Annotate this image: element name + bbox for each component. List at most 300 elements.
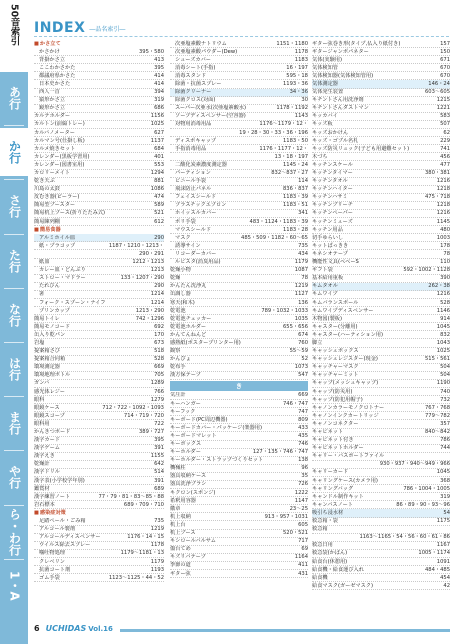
index-entry — [312, 72, 450, 80]
index-entry — [312, 404, 450, 412]
index-entry — [170, 113, 308, 121]
side-title-text: 50音索引 — [8, 4, 20, 46]
index-entry — [170, 210, 308, 218]
side-index-strip — [0, 0, 28, 644]
entry-name: キャスター(分離用) — [312, 323, 358, 330]
entry-name: 消毒スタンド — [175, 72, 207, 79]
entry-pages: 1183・28 — [283, 226, 308, 233]
entry-name: キットぱっきき — [312, 242, 349, 249]
index-entry — [170, 307, 308, 315]
entry-pages: 1123〜1125・44・52 — [108, 574, 164, 581]
entry-pages: 30 — [301, 97, 308, 104]
index-entry — [312, 105, 450, 113]
entry-pages: 735 — [298, 242, 308, 249]
side-tab-divider — [4, 559, 24, 560]
entry-name: 眼科 — [34, 396, 45, 403]
side-tab-1[interactable]: か行 — [0, 128, 28, 176]
entry-pages: 1179 — [150, 558, 164, 565]
side-tab-6[interactable]: ま行 — [7, 411, 22, 436]
entry-name: 紙・プラコップ — [39, 242, 76, 249]
index-entry — [34, 429, 164, 437]
entry-pages: 689・709・710 — [123, 501, 164, 508]
entry-name: 缶調し器 — [170, 291, 191, 298]
index-entry — [34, 331, 164, 339]
brand-logo: UCHIDAS — [45, 624, 87, 633]
index-entry — [312, 48, 450, 56]
entry-name: キッズ・ゴブル名札 — [312, 137, 359, 144]
index-entry — [170, 267, 308, 275]
entry-pages: 836・837 — [283, 186, 308, 193]
entry-pages: 1183・50 — [283, 137, 308, 144]
entry-name: 消毒シート(手指) — [175, 64, 216, 71]
entry-name: 徽章 — [170, 505, 181, 512]
index-entry — [34, 48, 164, 56]
entry-pages: 930・937・940〜949・966 — [379, 461, 450, 468]
index-entry — [312, 56, 450, 64]
entry-name: 除菌クロス(対面) — [175, 97, 216, 104]
entry-name: 次亜塩素酸ナトリウム — [175, 40, 227, 47]
entry-pages: 1218 — [436, 186, 450, 193]
entry-pages: 689 — [154, 485, 164, 492]
entry-pages: 1214 — [150, 291, 164, 298]
entry-pages: 1086 — [150, 186, 164, 193]
entry-pages: 456 — [440, 153, 450, 160]
index-entry — [34, 121, 164, 129]
index-entry — [34, 404, 164, 412]
entry-name: ギフト袋 — [312, 267, 333, 274]
entry-pages: 133・1207・290 — [120, 275, 164, 282]
index-entry — [312, 80, 450, 88]
index-entry — [34, 518, 164, 526]
entry-name: キャリングバッグ — [312, 485, 354, 492]
entry-name: キャンバスノート — [312, 501, 353, 508]
entry-pages: 1193 — [150, 566, 164, 573]
entry-pages: 1178・1192 — [276, 105, 308, 112]
index-entry — [170, 392, 308, 400]
index-entry — [170, 202, 308, 210]
side-tab-8[interactable]: ら・わ行 — [7, 507, 22, 556]
entry-pages: 714・719・720 — [123, 412, 164, 419]
entry-name: 木づち — [312, 153, 328, 160]
entry-pages: 114 — [298, 178, 308, 185]
entry-name: キャビネット付き — [312, 437, 354, 444]
entry-name: 鑑賞材 — [34, 485, 50, 492]
entry-pages: 913・957・1031 — [264, 513, 308, 520]
entry-name: 傷台てめ — [170, 546, 191, 553]
index-entry — [170, 218, 308, 226]
index-entry — [170, 315, 308, 323]
entry-pages: 674 — [298, 331, 308, 338]
side-tab-divider — [4, 450, 24, 451]
entry-name: 手指消毒用品 — [175, 145, 207, 152]
index-entry — [34, 218, 164, 226]
entry-name: 給食台(休憩用) — [312, 558, 348, 565]
index-entry — [312, 356, 450, 364]
index-entry — [34, 80, 164, 88]
entry-pages: 146・24 — [428, 80, 450, 87]
side-tab-9[interactable]: 1・A — [7, 570, 22, 601]
index-entry — [34, 461, 164, 469]
index-entry — [34, 186, 164, 194]
index-entry — [312, 331, 450, 339]
index-entry — [34, 283, 164, 291]
entry-name: キーボードカバー・パッケージ(楽器用) — [170, 424, 262, 431]
index-entry — [170, 538, 308, 546]
entry-name: キッチンハイター — [312, 186, 353, 193]
entry-name: キムワイプ — [312, 291, 338, 298]
index-entry — [170, 441, 308, 449]
index-entry — [170, 186, 308, 194]
index-entry — [312, 453, 450, 461]
index-entry — [170, 105, 308, 113]
index-entry — [34, 267, 164, 275]
entry-name: 吸引ち浸水材 — [312, 509, 344, 516]
entry-pages: 669 — [298, 392, 308, 399]
entry-name: 猿形かさ立 — [39, 97, 65, 104]
index-entry — [170, 348, 308, 356]
entry-name: キチントさん用洗浄剤 — [312, 97, 364, 104]
entry-pages: 1183・39 — [283, 194, 308, 201]
entry-pages: 96 — [301, 465, 308, 472]
index-entry — [34, 380, 164, 388]
index-entry — [170, 275, 308, 283]
entry-pages: 832 — [440, 331, 450, 338]
entry-pages: 603〜605 — [425, 89, 450, 96]
entry-name: かんてんねんど — [170, 331, 207, 338]
entry-name: カレンダー(黒板学習用) — [34, 153, 90, 160]
index-entry — [312, 372, 450, 380]
index-entry — [34, 64, 164, 72]
index-entry — [170, 283, 308, 291]
entry-pages: 1155 — [150, 453, 164, 460]
entry-name: 気体発生装置 — [312, 89, 344, 96]
index-entry — [312, 445, 450, 453]
index-entry — [170, 56, 308, 64]
index-section-heading — [34, 509, 164, 517]
entry-name: キャップ(メッシュキャップ) — [312, 380, 379, 387]
entry-pages: 722 — [154, 420, 164, 427]
side-tab-2[interactable]: さ行 — [7, 194, 22, 219]
entry-name: キャスター(ハーティション用) — [312, 331, 383, 338]
entry-pages: 78 — [443, 250, 450, 257]
entry-name: キーハンガー — [170, 400, 201, 407]
entry-name: かんぴょ — [170, 356, 191, 363]
index-entry — [170, 331, 308, 339]
entry-name: 次亜塩素酸パウダー(Dew) — [175, 48, 238, 55]
index-entry — [34, 145, 164, 153]
index-entry — [312, 210, 450, 218]
entry-pages: 34・36 — [289, 89, 308, 96]
index-entry — [312, 299, 450, 307]
kana-divider — [170, 381, 308, 391]
index-entry — [34, 372, 164, 380]
index-entry — [170, 481, 308, 489]
entry-pages: 747 — [298, 408, 308, 415]
entry-pages: 110 — [440, 259, 450, 266]
index-entry — [312, 242, 450, 250]
entry-name: ギター弦巻き形(タイプ,仏入り紙付き) — [312, 40, 401, 47]
side-tab-4[interactable]: な行 — [7, 302, 22, 327]
index-entry — [312, 412, 450, 420]
side-tab-divider — [4, 234, 24, 235]
entry-name: キャップ(防犯用帽子) — [312, 396, 363, 403]
entry-pages: 1127 — [294, 291, 308, 298]
index-entry — [34, 550, 164, 558]
entry-pages: 1137 — [150, 137, 164, 144]
entry-pages: 62 — [443, 129, 450, 136]
entry-name: 川島の太鼓 — [34, 186, 60, 193]
side-tab-5[interactable]: は行 — [7, 357, 22, 381]
entry-name: キャンドル制作キット — [312, 493, 364, 500]
entry-pages: 1003 — [436, 234, 450, 241]
entry-pages: 1176・1177・12・ — [259, 145, 308, 152]
index-entry — [170, 424, 308, 432]
entry-name: 季節の道 — [170, 562, 191, 569]
entry-name: キムバランスボール — [312, 299, 359, 306]
entry-pages: 1279 — [150, 396, 164, 403]
side-tab-7[interactable]: や行 — [7, 465, 22, 490]
entry-pages: 1145・24 — [283, 161, 308, 168]
entry-pages: 528 — [154, 356, 164, 363]
entry-pages: 1164 — [294, 554, 308, 561]
index-entry — [312, 186, 450, 194]
index-entry — [312, 420, 450, 428]
index-entry — [312, 178, 450, 186]
entry-name: キムワイプディスペンサー — [312, 307, 374, 314]
entry-pages: 35 — [301, 473, 308, 480]
page-title: INDEX — [34, 20, 86, 36]
entry-name: キャッチャーマスク — [312, 364, 359, 371]
index-entry — [170, 178, 308, 186]
entry-name: 寒天(和木) — [170, 299, 195, 306]
index-entry — [34, 348, 164, 356]
entry-pages: 69 — [301, 546, 308, 553]
entry-name: ウイルス除去スプレー — [39, 542, 91, 549]
index-entry — [312, 518, 450, 526]
entry-pages: 1035 — [294, 315, 308, 322]
entry-name: キネシオテープ — [312, 250, 348, 257]
entry-name: カルバノメーター — [34, 129, 75, 136]
entry-pages: 1216 — [436, 210, 450, 217]
entry-name: 漢方保テープ — [170, 372, 201, 379]
entry-pages: 712・722・1092・1093 — [102, 404, 164, 411]
index-entry — [170, 432, 308, 440]
index-entry — [34, 275, 164, 283]
entry-name: かさかけ — [39, 48, 60, 55]
entry-name: キッチンタオル — [312, 178, 348, 185]
index-entry — [312, 534, 450, 542]
entry-name: 救急日用 — [312, 542, 333, 549]
entry-name: キッチンブリーチ — [312, 202, 353, 209]
side-tab-divider — [4, 288, 24, 289]
entry-pages: 1147 — [294, 497, 308, 504]
index-entry — [170, 562, 308, 570]
index-entry — [312, 226, 450, 234]
entry-pages: 1216 — [436, 178, 450, 185]
side-tab-0[interactable]: あ行 — [7, 86, 22, 110]
entry-pages: 1212・1213 — [132, 259, 164, 266]
entry-pages: 54 — [443, 509, 450, 516]
entry-pages: 1146 — [436, 307, 450, 314]
index-entry — [170, 356, 308, 364]
entry-name: キッチンペーパー — [312, 210, 353, 217]
index-entry — [312, 89, 450, 97]
entry-name: アルコール製剤 — [39, 526, 76, 533]
entry-pages: 881 — [154, 178, 164, 185]
entry-name: き — [235, 381, 243, 390]
entry-name: ギタージャンボパネター — [312, 48, 369, 55]
index-entry — [312, 364, 450, 372]
entry-name: 簡易陳列棚 — [34, 218, 60, 225]
entry-name: 漢字ゲーム — [34, 445, 60, 452]
index-entry — [34, 242, 164, 250]
entry-name: 漢字表(小学校学年別) — [34, 477, 85, 484]
entry-pages: 431 — [298, 570, 308, 577]
entry-pages: 86・89・90・93〜96 — [396, 501, 450, 508]
entry-name: カレー皿・どんぶり — [39, 267, 86, 274]
entry-pages: 547 — [298, 372, 308, 379]
entry-name: カルテホルダー — [34, 113, 71, 120]
entry-pages: 178 — [440, 242, 450, 249]
entry-name: 二酸化炭素濃度測定器 — [175, 161, 227, 168]
entry-name: クレベリン — [39, 558, 65, 565]
index-entry — [312, 396, 450, 404]
entry-name: 救急袋(かばん) — [312, 550, 348, 557]
index-entry — [312, 348, 450, 356]
entry-name: 誘導サイン — [175, 242, 201, 249]
entry-name: キッズ防災リュック(子ども用避難セット) — [312, 145, 410, 152]
entry-pages: 514 — [154, 469, 164, 476]
entry-name: シューズカバー — [175, 56, 211, 63]
entry-pages: 170 — [154, 331, 164, 338]
index-entry — [312, 315, 450, 323]
entry-pages: 515・561 — [425, 356, 450, 363]
entry-name: ストロー・マドラー — [39, 275, 86, 282]
entry-pages: 394 — [154, 89, 164, 96]
entry-pages: 1176〜1179・12・ — [259, 121, 308, 128]
side-tab-divider — [4, 179, 24, 180]
index-entry — [34, 493, 164, 501]
entry-pages: 1087 — [294, 267, 308, 274]
entry-name: キッチン用品 — [312, 226, 343, 233]
entry-pages: 746 — [298, 441, 308, 447]
entry-name: カルメ焼きセット — [34, 145, 76, 152]
entry-pages: 395 — [154, 437, 164, 444]
entry-name: キーホルダー — [170, 449, 201, 456]
index-entry — [34, 194, 164, 202]
entry-pages: 605 — [298, 521, 308, 528]
entry-pages: 454 — [440, 574, 450, 581]
entry-name: 器具洗浄ブラシ — [170, 481, 207, 488]
index-entry — [170, 153, 308, 161]
index-entry — [170, 497, 308, 505]
entry-pages: 357 — [440, 420, 450, 427]
index-entry — [312, 170, 450, 178]
entry-pages: 528 — [440, 299, 450, 306]
entry-name: キャノンインクカートリッジ — [312, 412, 379, 419]
index-entry — [170, 121, 308, 129]
entry-name: キャリーカード — [312, 469, 349, 476]
entry-pages: 1294 — [150, 170, 164, 176]
index-entry — [312, 145, 450, 153]
entry-pages: 673 — [154, 339, 164, 346]
entry-pages: 414 — [154, 80, 164, 87]
entry-pages: 520・521 — [283, 530, 308, 537]
index-entry — [34, 210, 164, 218]
entry-pages: 507 — [440, 121, 450, 128]
entry-pages: 23〜25 — [289, 505, 308, 512]
entry-name: カルマン号(仕掛し板) — [34, 137, 85, 144]
entry-pages: 553 — [154, 161, 164, 168]
entry-name: 眼鏡スコープ — [34, 412, 65, 419]
index-entry — [312, 509, 450, 517]
entry-pages: 1289 — [150, 380, 164, 387]
entry-name: 漢字カード — [34, 437, 60, 444]
index-entry — [312, 259, 450, 267]
entry-name: 抗菌コート剤 — [39, 566, 71, 573]
side-tab-3[interactable]: た行 — [7, 248, 22, 273]
page-header — [34, 14, 125, 36]
entry-name: 簡易型ブースター — [34, 202, 76, 209]
entry-name: 乾燥 — [170, 275, 181, 282]
entry-pages: 1221 — [436, 105, 450, 112]
entry-name: 気体検知管 — [312, 64, 338, 71]
entry-name: 救急箱 — [312, 526, 328, 533]
entry-name: 基本給用重板 — [312, 275, 344, 282]
entry-pages: 290 — [154, 234, 164, 241]
entry-name: 乾電池ホルダー — [170, 323, 207, 330]
entry-name: キッカバイ — [312, 113, 338, 120]
entry-name: キズリバテープ — [170, 554, 206, 561]
page-footer — [34, 624, 113, 633]
side-tab-divider — [4, 125, 24, 126]
index-entry — [170, 72, 308, 80]
index-entry — [170, 323, 308, 331]
entry-name: 箸 — [39, 291, 45, 298]
index-entry — [34, 534, 164, 542]
entry-pages: 485・509・1182・60〜65 — [241, 234, 308, 241]
index-entry — [312, 526, 450, 534]
index-entry — [170, 64, 308, 72]
header-divider — [34, 36, 449, 37]
index-entry — [170, 457, 308, 465]
entry-name: かんきつポード — [34, 429, 71, 435]
index-entry — [170, 473, 308, 481]
index-entry — [170, 97, 308, 105]
index-column-1 — [34, 40, 164, 582]
index-entry — [34, 129, 164, 137]
entry-pages: 766 — [154, 388, 164, 395]
entry-name: 簡易モノコード — [34, 323, 71, 330]
entry-name: 感熱紙(ポスタープリンター用) — [170, 339, 241, 346]
entry-name: 除菌クリーナー — [175, 89, 212, 96]
index-entry — [312, 153, 450, 161]
entry-pages: 150 — [440, 48, 450, 55]
entry-pages: 840〜842 — [425, 429, 450, 435]
index-entry — [34, 97, 164, 105]
entry-pages: 16・197 — [286, 64, 308, 71]
entry-pages: 1193・36 — [283, 80, 308, 87]
index-entry — [312, 194, 450, 202]
index-entry — [170, 170, 308, 178]
index-entry — [34, 469, 164, 477]
entry-name: 漢字練習ノート — [34, 493, 71, 500]
entry-name: キッチンミューズ — [312, 218, 353, 225]
entry-name: キシロールバルサム — [170, 538, 216, 545]
entry-name: 乾燥小物 — [170, 267, 191, 274]
index-entry — [34, 178, 164, 186]
entry-name: キャノンコネクター — [312, 420, 359, 427]
